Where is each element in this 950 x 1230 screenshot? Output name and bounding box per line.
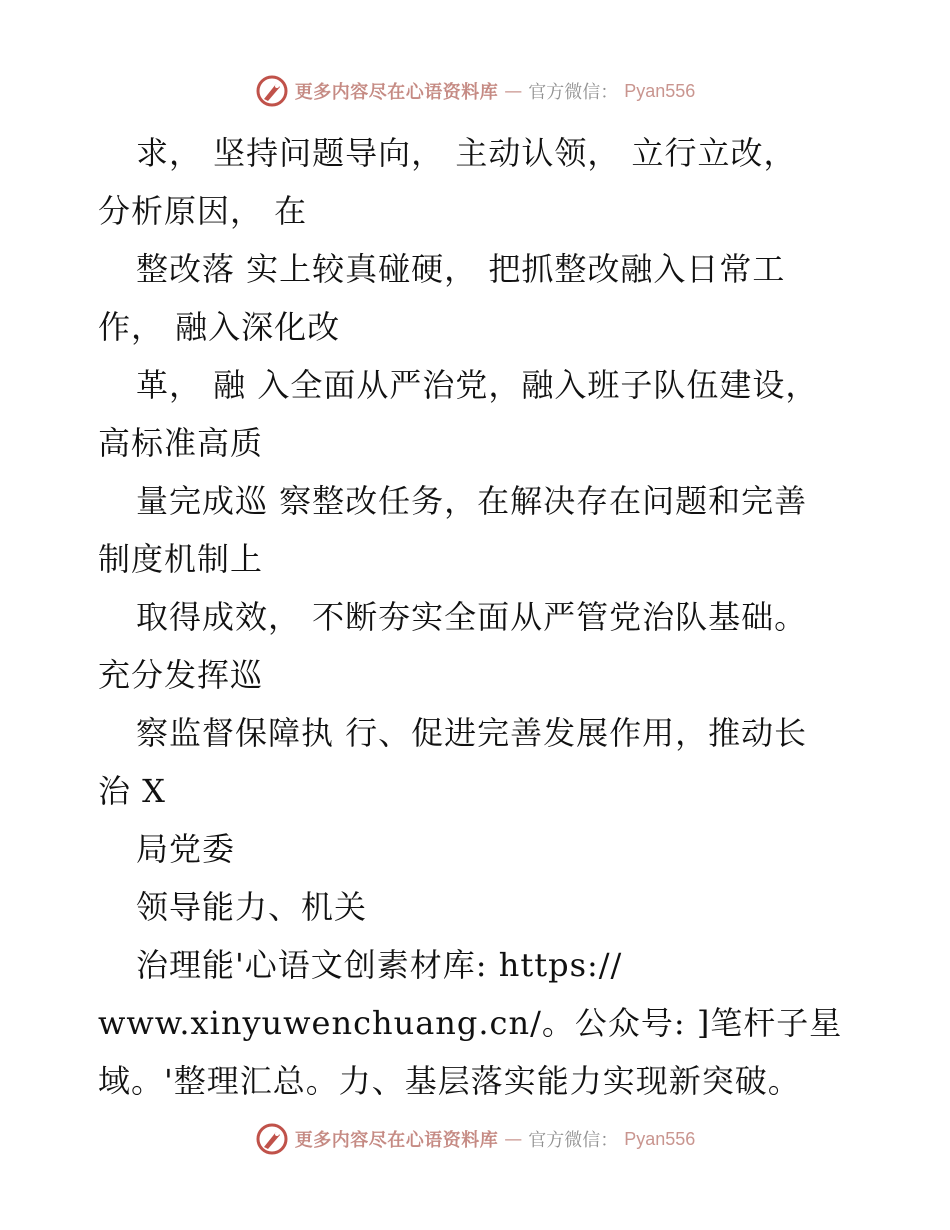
pen-nib-logo-icon (255, 74, 289, 108)
watermark-separator: — (504, 1128, 523, 1150)
watermark-official-label: 官方微信： (528, 1130, 619, 1151)
watermark-separator: — (504, 80, 523, 102)
pen-nib-logo-icon (255, 1122, 289, 1156)
text-line: www.xinyuwenchuang.cn/。公众号: ]笔杆子星 (98, 1004, 843, 1042)
text-line: 整改落 实上较真碰硬， 把抓整改融入日常工 (136, 250, 786, 288)
watermark-wechat-id: Pyan556 (624, 80, 696, 101)
watermark-brand: 更多内容尽在心语资料库 (294, 82, 499, 103)
footer-watermark (0, 1122, 950, 1156)
text-line: 治 X (98, 772, 166, 810)
watermark-official-label: 官方微信： (528, 82, 619, 103)
text-line: 充分发挥巡 (98, 656, 264, 694)
text-line: 制度机制上 (98, 540, 264, 578)
watermark-brand: 更多内容尽在心语资料库 (294, 1130, 499, 1151)
text-line: 局党委 (136, 830, 236, 868)
header-watermark (0, 74, 950, 108)
text-line: 域。'整理汇总。力、基层落实能力实现新突破。 (98, 1062, 801, 1100)
text-line: 革， 融 入全面从严治党，融入班子队伍建设， (136, 366, 819, 404)
watermark-wechat-id: Pyan556 (624, 1128, 696, 1149)
text-line: 高标准高质 (98, 424, 264, 462)
text-line: 治理能'心语文创素材库: https:// (136, 946, 623, 984)
text-line: 作， 融入深化改 (98, 308, 341, 346)
text-line: 察监督保障执 行、促进完善发展作用，推动长 (136, 714, 808, 752)
text-line: 求， 坚持问题导向， 主动认领， 立行立改， (136, 134, 797, 172)
text-line: 量完成巡 察整改任务，在解决存在问题和完善 (136, 482, 808, 520)
text-line: 分析原因， 在 (98, 192, 308, 230)
document-body (98, 124, 858, 1110)
text-line: 取得成效， 不断夯实全面从严管党治队基础。 (136, 598, 808, 636)
text-line: 领导能力、机关 (136, 888, 368, 926)
